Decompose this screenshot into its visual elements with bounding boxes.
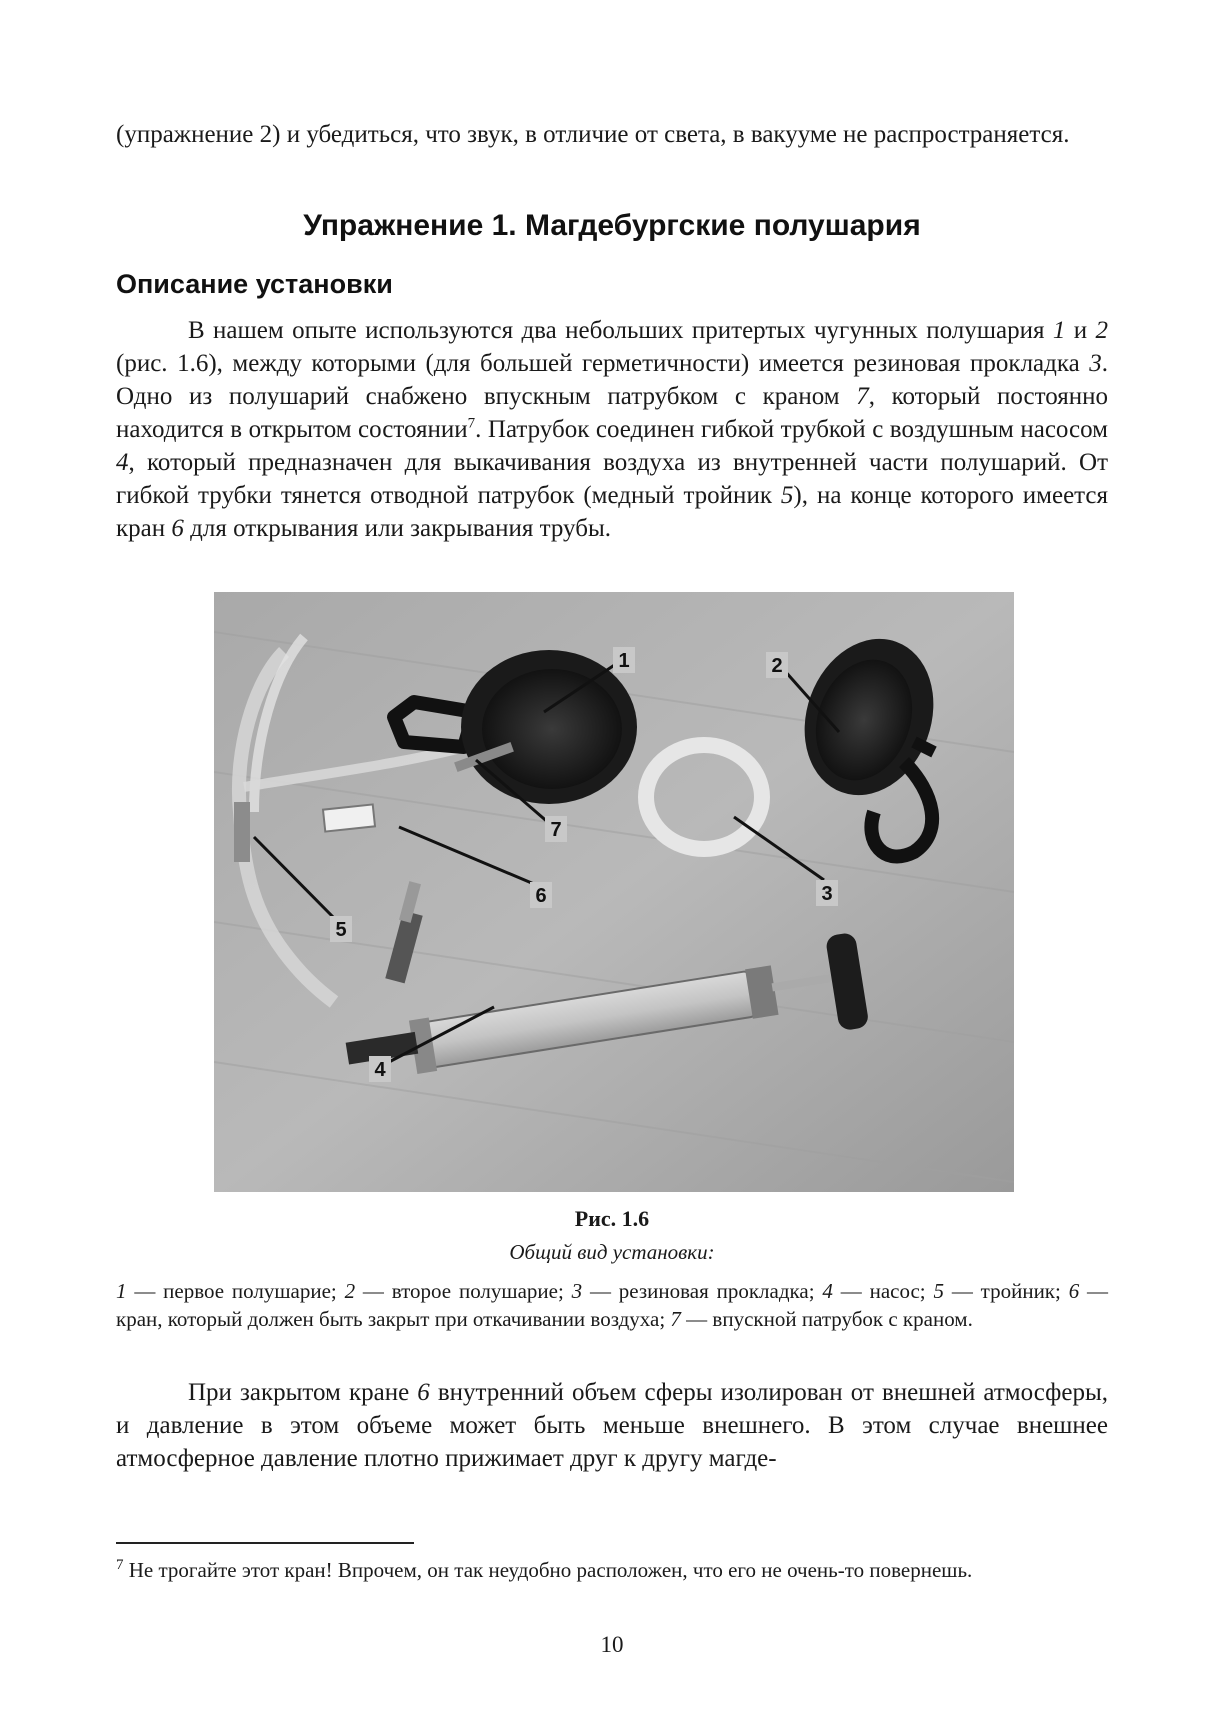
- description-text: для открывания или закрывания трубы.: [183, 515, 611, 542]
- legend-num: 3: [571, 1279, 583, 1303]
- page-number: 10: [600, 1632, 624, 1657]
- legend-num: 5: [933, 1279, 944, 1303]
- ref-number: 5: [780, 482, 794, 509]
- description-paragraph: [116, 314, 1108, 545]
- footnote-divider: [116, 1542, 414, 1544]
- section-heading: Описание установки: [116, 269, 393, 299]
- legend-text: — первое полушарие;: [126, 1279, 345, 1303]
- footnote-mark: 7: [116, 1557, 124, 1573]
- apparatus-photo: [214, 592, 1014, 1192]
- label-2: 2: [771, 655, 783, 677]
- description-text: , который предназначен для выкачивания воздуха из внутренней части полушарий. От гибкой трубки тянется отводной патрубок (медный тройник: [116, 449, 1108, 509]
- legend-num: 1: [116, 1279, 127, 1303]
- ref-number: 4: [116, 449, 129, 476]
- legend-text: — насос;: [832, 1279, 934, 1303]
- label-7: 7: [550, 819, 562, 841]
- description-text: ), на конце которого имеется кран: [116, 482, 1108, 542]
- closing-paragraph: [116, 1376, 1108, 1475]
- exercise-heading: Упражнение 1. Магдебургские полушария: [303, 209, 921, 242]
- description-text: , который постоянно находится в открытом состоянии: [116, 383, 1108, 443]
- ref-number: 6: [417, 1379, 430, 1406]
- legend-num: 2: [344, 1279, 356, 1303]
- figure-caption: Общий вид установки:: [509, 1240, 715, 1264]
- ref-number: 3: [1089, 350, 1102, 377]
- description-text: . Одно из полушарий снабжено впускным патрубком с краном: [116, 350, 1108, 410]
- legend-text: — впускной патрубок с краном.: [680, 1307, 973, 1331]
- legend-text: — тройник;: [943, 1279, 1069, 1303]
- description-text: . Патрубок соединен гибкой трубкой с воздушным насосом: [475, 416, 1108, 443]
- footnote: [116, 1556, 1108, 1584]
- label-6: 6: [535, 885, 547, 907]
- ref-number: 1: [1052, 317, 1066, 344]
- footnote-ref[interactable]: 7: [467, 415, 476, 432]
- label-1: 1: [618, 650, 630, 672]
- label-3: 3: [821, 883, 833, 905]
- footnote-text: Не трогайте этот кран! Впрочем, он так неудобно расположен, что его не очень-то повернешь.: [123, 1558, 973, 1582]
- intro-paragraph: (упражнение 2) и убедиться, что звук, в отличие от света, в вакууме не распространяется.: [116, 121, 1070, 148]
- closing-text: внутренний объем сферы изолирован от внешней атмосферы, и давление в этом объеме может быть меньше внешнего. В этом случае внешнее атмосферное давление плотно прижимает друг к другу магде-: [116, 1379, 1108, 1472]
- label-4: 4: [374, 1059, 386, 1081]
- legend-text: — кран, который должен быть закрыт при откачивании воздуха;: [116, 1279, 1109, 1331]
- figure-legend: [116, 1277, 1108, 1333]
- legend-num: 4: [822, 1279, 833, 1303]
- description-text: (рис. 1.6), между которыми (для большей герметичности) имеется резиновая прокладка: [116, 350, 1090, 377]
- figure-number: Рис. 1.6: [574, 1206, 650, 1231]
- legend-num: 7: [670, 1307, 681, 1331]
- legend-text: — второе полушарие;: [355, 1279, 572, 1303]
- ref-number: 7: [856, 383, 869, 410]
- ref-number: 6: [171, 515, 184, 542]
- legend-num: 6: [1068, 1279, 1080, 1303]
- closing-text: При закрытом кране: [188, 1379, 418, 1406]
- legend-text: — резиновая прокладка;: [582, 1279, 823, 1303]
- ref-number: 2: [1095, 317, 1108, 344]
- label-5: 5: [335, 919, 347, 941]
- description-text: и: [1065, 317, 1096, 344]
- description-text: В нашем опыте используются два небольших притертых чугунных полушария: [188, 317, 1053, 344]
